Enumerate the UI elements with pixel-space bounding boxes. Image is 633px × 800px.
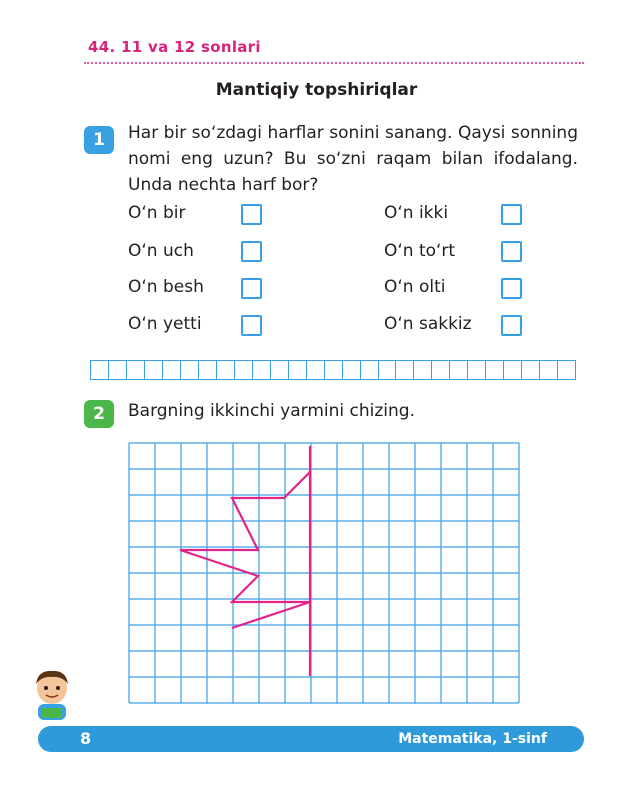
word-on-besh: O‘n besh bbox=[128, 277, 204, 297]
section-title: Mantiqiy topshiriqlar bbox=[215, 80, 418, 100]
header-divider bbox=[84, 62, 584, 64]
checkbox-on-uch[interactable] bbox=[241, 241, 262, 262]
checkbox-on-olti[interactable] bbox=[501, 278, 522, 299]
word-on-yetti: O‘n yetti bbox=[128, 314, 202, 334]
word-on-sakkiz: O‘n sakkiz bbox=[384, 314, 472, 334]
drawing-grid[interactable] bbox=[128, 442, 520, 704]
task-1-badge: 1 bbox=[84, 126, 114, 154]
word-on-olti: O‘n olti bbox=[384, 277, 446, 297]
checkbox-on-ikki[interactable] bbox=[501, 204, 522, 225]
checkbox-on-besh[interactable] bbox=[241, 278, 262, 299]
checkbox-on-bir[interactable] bbox=[241, 204, 262, 225]
page-number: 8 bbox=[80, 729, 92, 748]
word-on-ikki: O‘n ikki bbox=[384, 203, 449, 223]
task-2-text: Bargning ikkinchi yarmini chizing. bbox=[128, 401, 415, 421]
child-reading-illustration bbox=[26, 668, 78, 726]
answer-strip[interactable] bbox=[90, 360, 576, 380]
task-1-text: Har bir so‘zdagi harflar sonini sanang. Qaysi sonning nomi eng uzun? Bu so‘zni raqam bilan ifodalang. Unda nechta harf bor? bbox=[128, 123, 578, 195]
task-2-badge: 2 bbox=[84, 400, 114, 428]
lesson-title: 44. 11 va 12 sonlari bbox=[88, 38, 261, 56]
word-on-uch: O‘n uch bbox=[128, 241, 194, 261]
word-on-bir: O‘n bir bbox=[128, 203, 186, 223]
word-on-tort: O‘n to‘rt bbox=[384, 241, 456, 261]
checkbox-on-sakkiz[interactable] bbox=[501, 315, 522, 336]
footer-subject: Matematika, 1-sinf bbox=[398, 731, 547, 747]
checkbox-on-tort[interactable] bbox=[501, 241, 522, 262]
checkbox-on-yetti[interactable] bbox=[241, 315, 262, 336]
